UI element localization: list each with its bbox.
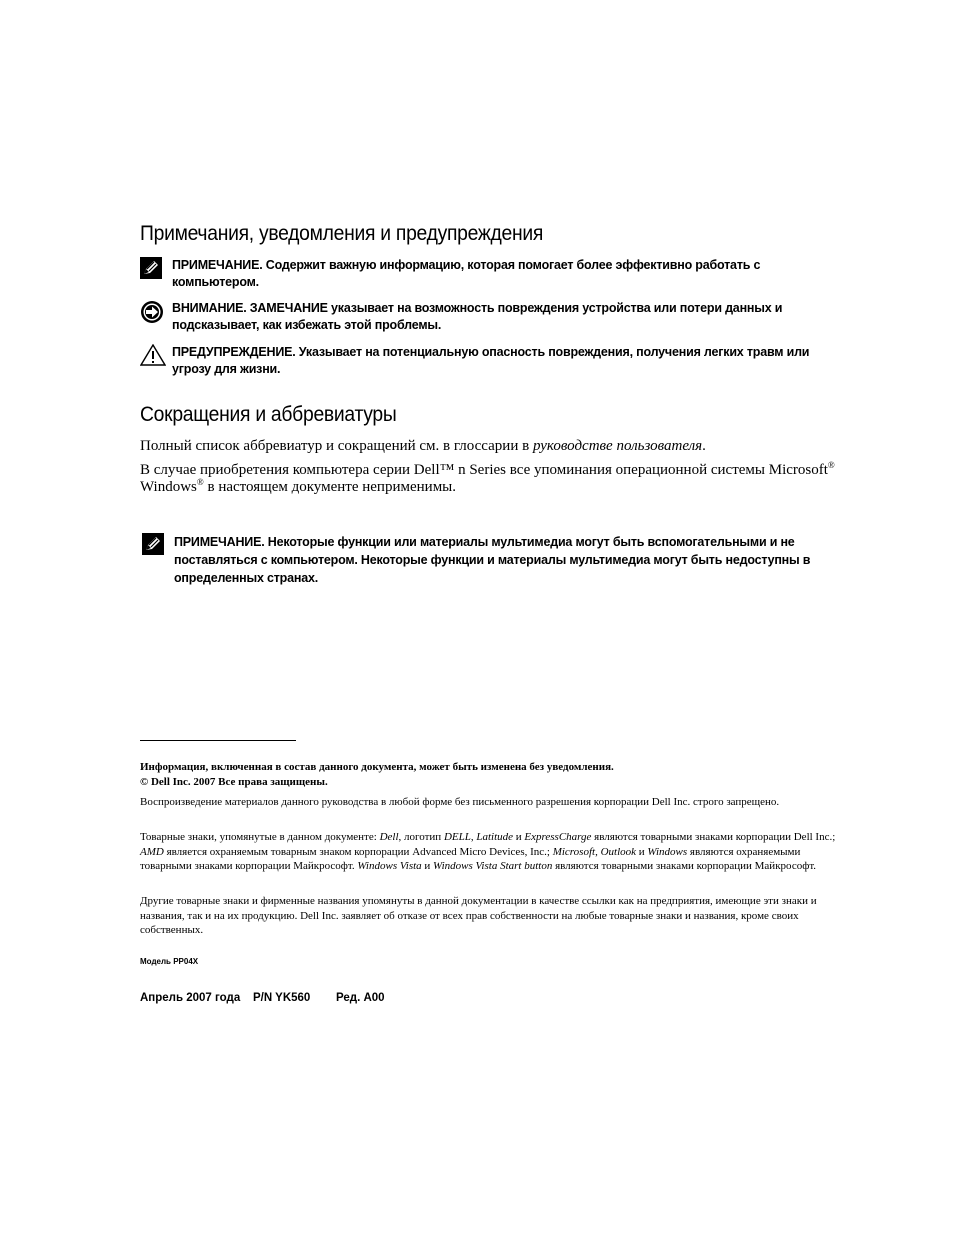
note-label: ПРИМЕЧАНИЕ. <box>174 535 265 549</box>
n-series-text-2: Windows <box>140 479 197 495</box>
tm-text: , логотип <box>398 831 444 843</box>
tm-outlook: Outlook <box>600 845 637 858</box>
info-line: Информация, включенная в состав данного документа, может быть изменена без уведомления. <box>140 761 614 773</box>
section-title-notes: Примечания, уведомления и предупреждения <box>140 222 544 245</box>
tm-amd: AMD <box>140 845 164 858</box>
pencil-note-icon <box>140 257 164 281</box>
warning-triangle-icon <box>140 344 164 368</box>
note-label: ПРИМЕЧАНИЕ. <box>172 258 263 272</box>
tm-windows-vista: Windows Vista <box>357 860 422 872</box>
tm-text: , <box>595 845 601 858</box>
tm-dell-logo: DELL <box>443 831 471 843</box>
trademarks-text <box>140 830 845 874</box>
abbrev-text: Полный список аббревиатур и сокращений см. в глоссарии в <box>140 438 533 454</box>
tm-text: является охраняемым товарным знаком корпорации Advanced Micro Devices, Inc.; <box>163 845 553 858</box>
other-trademarks-text: Другие товарные знаки и фирменные названия упомянуты в данной документации в качестве ссылки как на предприятия, имеющие эти знаки и названия, так и на их продукцию. Dell Inc. заявляет об отказе от всех прав собственности на любые товарные знаки и названия, кроме своих собственных. <box>140 895 817 936</box>
registered-mark: ® <box>827 460 835 470</box>
model-number: Модель PP04X <box>140 957 199 966</box>
tm-text: Товарные знаки, упомянутые в данном документе: <box>140 831 380 843</box>
note-text: Содержит важную информацию, которая помогает более эффективно работать с компьютером. <box>172 258 761 289</box>
caution-arrow-icon <box>140 300 164 324</box>
warning-notice <box>140 344 840 378</box>
tm-text: являются товарными знаками корпорации Майкрософт. <box>552 860 817 872</box>
tm-text: и <box>421 860 434 872</box>
tm-dell: Dell <box>379 831 399 843</box>
registered-mark: ® <box>196 477 204 487</box>
footer-date: Апрель 2007 года <box>140 992 241 1004</box>
tm-microsoft: Microsoft <box>552 845 596 858</box>
copyright-line: © Dell Inc. 2007 Все права защищены. <box>140 775 328 788</box>
note-notice <box>140 257 840 291</box>
abbrev-end: . <box>702 438 706 454</box>
n-series-text-3: в настоящем документе неприменимы. <box>203 479 457 495</box>
multimedia-note-notice <box>142 533 842 587</box>
note-text: Некоторые функции или материалы мультимедиа могут быть вспомогательными и не поставляться с компьютером. Некоторые функции и материалы мультимедиа могут быть недоступны в определенных странах. <box>174 535 811 585</box>
change-notice <box>140 760 845 789</box>
tm-text: являются товарными знаками корпорации Dell Inc.; <box>591 831 836 843</box>
tm-text: и <box>513 831 525 843</box>
warning-label: ПРЕДУПРЕЖДЕНИЕ. <box>172 345 296 359</box>
caution-label: ВНИМАНИЕ. <box>172 301 247 315</box>
tm-expresscharge: ExpressCharge <box>524 831 592 843</box>
tm-vista-start: Windows Vista Start button <box>433 860 553 872</box>
tm-text: и <box>636 845 648 858</box>
tm-text: являются охраняемыми товарными знаками корпорации Майкрософт. <box>140 845 801 872</box>
section-title-abbreviations: Сокращения и аббревиатуры <box>140 403 397 426</box>
footer-revision: Ред. A00 <box>336 992 385 1004</box>
tm-windows: Windows <box>647 845 688 858</box>
tm-latitude: Latitude <box>476 831 514 843</box>
tm-text: , <box>470 831 477 843</box>
pencil-note-icon <box>142 533 166 557</box>
footnote-divider <box>140 740 296 741</box>
caution-notice <box>140 300 840 334</box>
caution-text: ЗАМЕЧАНИЕ указывает на возможность повреждения устройства или потери данных и подсказывает, как избежать этой проблемы. <box>172 301 783 332</box>
footer-part-number: P/N YK560 <box>253 992 311 1004</box>
abbrev-paragraph <box>140 438 840 455</box>
reproduction-text: Воспроизведение материалов данного руководства в любой форме без письменного разрешения корпорации Dell Inc. строго запрещено. <box>140 796 780 808</box>
warning-text: Указывает на потенциальную опасность повреждения, получения легких травм или угрозу для жизни. <box>172 345 810 376</box>
dell-n-series-paragraph <box>140 462 840 496</box>
user-guide-ref: руководстве пользователя <box>532 438 703 454</box>
n-series-text-1: В случае приобретения компьютера серии Dell™ n Series все упоминания операционной системы Microsoft <box>140 462 828 478</box>
